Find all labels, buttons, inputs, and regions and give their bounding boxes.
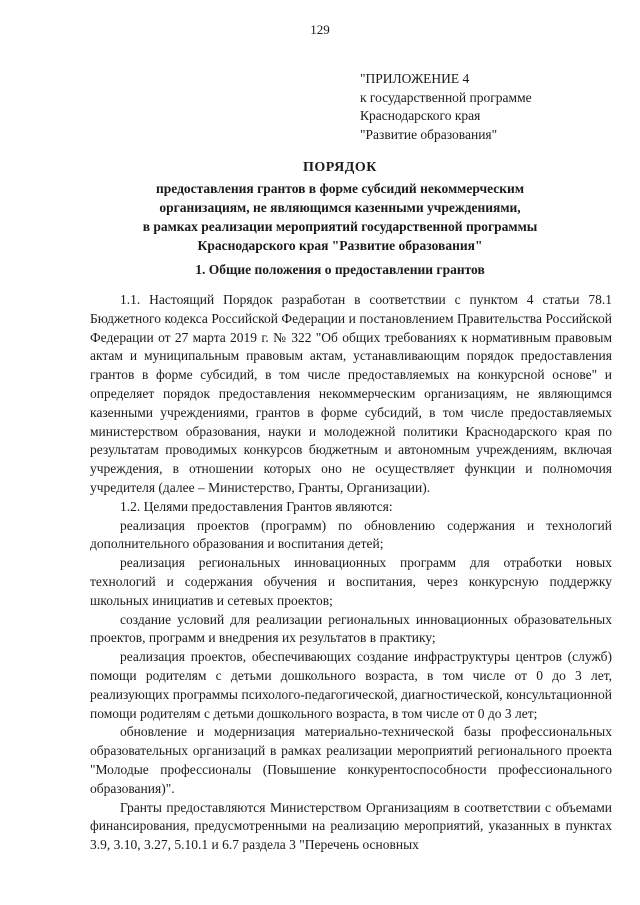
appendix-block (360, 70, 532, 144)
appendix-line: Краснодарского края (360, 108, 481, 123)
section-heading: 1. Общие положения о предоставлении грантов (195, 262, 485, 277)
title-line: предоставления грантов в форме субсидий некоммерческим (155, 181, 525, 196)
document-title (70, 158, 610, 255)
goal-item: создание условий для реализации региональных инновационных образовательных проектов, программ и внедрения их результатов в практику; (90, 611, 612, 646)
paragraph-grants: Гранты предоставляются Министерством Организациям в соответствии с объемами финансирования, предусмотренными на реализацию мероприятий, указанных в пунктах 3.9, 3.10, 3.27, 5.10.1 и 6.7 раздела 3 "Перечень основных (90, 799, 612, 853)
title-line: Краснодарского края "Развитие образования" (197, 238, 483, 253)
goal-item: реализация проектов (программ) по обновлению содержания и технологий дополнительного образования и воспитания детей; (90, 517, 612, 552)
paragraph-1-2: 1.2. Целями предоставления Грантов являются: (120, 498, 393, 514)
title-main: ПОРЯДОК (303, 160, 377, 175)
appendix-line: к государственной программе (360, 89, 532, 105)
appendix-line: "Развитие образования" (360, 126, 498, 142)
goal-item: реализация проектов, обеспечивающих создание инфраструктуры центров (служб) помощи родителям с детьми дошкольного возраста, в том числе от 0 до 3 лет, реализующих программы психолого-педагогической, диагностической, консультационной помощи родителям с детьми дошкольного возраста, в том числе от 0 до 3 лет; (90, 649, 612, 721)
appendix-line: "ПРИЛОЖЕНИЕ 4 (360, 71, 470, 86)
title-line: в рамках реализации мероприятий государственной программы (142, 219, 538, 234)
goal-item: обновление и модернизация материально-технической базы профессиональных образовательных организаций в рамках реализации мероприятий регионального проекта "Молодые профессионалы (Повышение конкурентоспособности профессионального образования)". (90, 724, 612, 796)
paragraph-1-1: 1.1. Настоящий Порядок разработан в соответствии с пунктом 4 статьи 78.1 Бюджетного кодекса Российской Федерации и постановлением Правительства Российской Федерации от 27 марта 2019 г. № 322 "Об общих требованиях к нормативным правовым актам и муниципальным правовым актам, устанавливающим порядок предоставления грантов в форме субсидий, в том числе предоставляемых на конкурсной основе" и определяет порядок предоставления некоммерческим организациям, не являющимся казенными учреждениями, грантов в форме субсидий, в том числе предоставляемых министерством образования, науки и молодежной политики Краснодарского края по результатам проводимых конкурсов бюджетным и автономным учреждениям, включая учреждения, в отношении которых оно не осуществляет функции и полномочия учредителя (далее – Министерство, Гранты, Организации). (90, 292, 612, 495)
body-text (90, 291, 612, 855)
page-number: 129 (310, 22, 330, 37)
title-line: организациям, не являющимся казенными учреждениями, (159, 200, 521, 215)
goal-item: реализация региональных инновационных программ для отработки новых технологий и содержания обучения и воспитания, через конкурсную поддержку школьных инициатив и сетевых проектов; (90, 555, 612, 608)
